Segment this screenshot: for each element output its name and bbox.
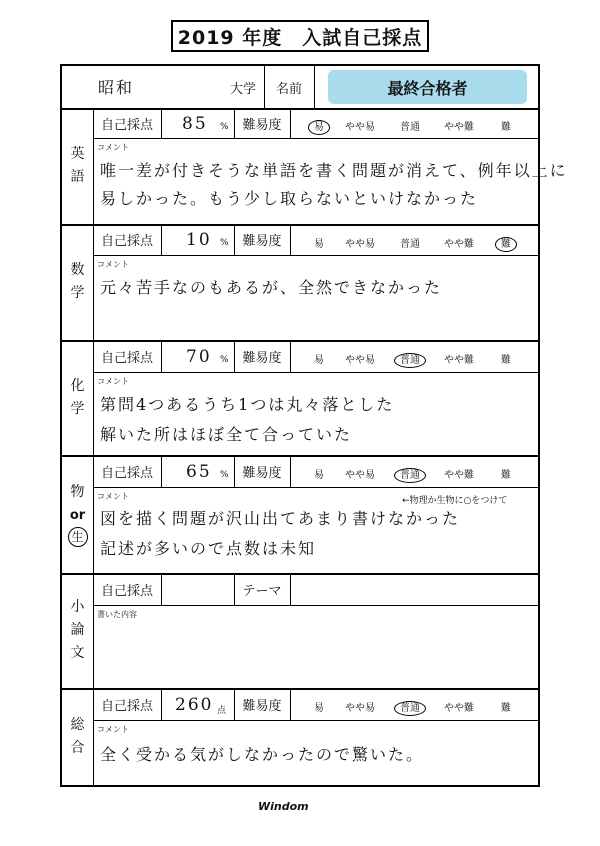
comment-label: コメント	[97, 492, 129, 501]
difficulty-label: 難易度	[242, 117, 282, 133]
chemistry-comment-line1: 第問4つあるうち1つは丸々落とした	[100, 395, 395, 414]
comment-label: コメント	[97, 260, 129, 269]
difficulty-somewhat-easy: やや易	[345, 703, 375, 714]
comment-label: コメント	[97, 377, 129, 386]
difficulty-easy: 易	[314, 703, 324, 714]
subject-or: or	[69, 508, 86, 523]
difficulty-somewhat-hard: やや難	[444, 239, 474, 250]
difficulty-label: 難易度	[242, 234, 282, 249]
difficulty-normal	[394, 466, 426, 481]
english-score: 85	[182, 114, 208, 134]
selected-difficulty: 普通	[394, 468, 426, 483]
divider	[314, 66, 315, 108]
difficulty-hard: 難	[501, 703, 511, 714]
difficulty-normal: 普通	[400, 122, 420, 133]
divider	[93, 720, 538, 721]
university-value: 昭和	[98, 78, 135, 97]
math-comment-line1: 元々苦手なのもあるが、全然できなかった	[100, 278, 443, 297]
divider	[290, 573, 291, 605]
subject-char: 学	[70, 285, 85, 301]
final-result-badge: 最終合格者	[328, 70, 527, 104]
subject-char: 総	[70, 716, 85, 733]
self-score-label: 自己採点	[100, 234, 153, 249]
subject-english	[62, 108, 93, 224]
divider	[161, 573, 162, 605]
difficulty-easy: 易	[314, 239, 324, 250]
total-comment-line1: 全く受かる気がしなかったので驚いた。	[100, 745, 425, 764]
subject-char: 化	[70, 377, 85, 394]
page-title: 2019 年度 入試自己採点	[171, 20, 429, 52]
subject-char: 数	[70, 262, 85, 278]
difficulty-somewhat-easy: やや易	[345, 355, 375, 366]
difficulty-somewhat-hard: やや難	[444, 703, 474, 714]
difficulty-label: 難易度	[242, 350, 282, 366]
self-score-label: 自己採点	[100, 117, 153, 133]
comment-label: コメント	[97, 725, 129, 734]
subject-char: 語	[70, 169, 85, 185]
science-comment-line1: 図を描く問題が沢山出てあまり書けなかった	[100, 509, 461, 528]
english-comment-line2: 易しかった。もう少し取らないといけなかった	[100, 189, 479, 208]
score-unit: %	[220, 238, 229, 248]
subject-char: 英	[70, 146, 85, 162]
science-comment-line2: 記述が多いので点数は未知	[100, 539, 317, 558]
divider	[161, 455, 162, 487]
divider	[93, 255, 538, 256]
selected-difficulty: 普通	[394, 701, 426, 716]
divider	[93, 605, 538, 606]
difficulty-hard: 難	[501, 470, 511, 481]
score-unit: %	[220, 470, 229, 480]
theme-label: テーマ	[242, 583, 282, 599]
difficulty-easy: 易	[314, 355, 324, 366]
subject-char-circled: 生	[68, 527, 88, 547]
divider	[93, 372, 538, 373]
math-score: 10	[186, 230, 212, 250]
chemistry-comment-line2: 解いた所はほぼ全て合っていた	[100, 425, 353, 444]
subject-char: 文	[70, 645, 85, 661]
selected-difficulty: 易	[308, 120, 330, 135]
divider	[161, 108, 162, 138]
score-unit: %	[220, 122, 229, 132]
comment-label: コメント	[97, 143, 129, 152]
subject-char: 学	[70, 400, 85, 417]
score-unit: %	[220, 355, 229, 365]
difficulty-hard	[495, 235, 517, 250]
self-score-label: 自己採点	[100, 698, 153, 714]
difficulty-hard: 難	[501, 355, 511, 366]
divider	[93, 138, 538, 139]
subject-physics-or-biology	[62, 455, 93, 573]
english-comment-line1: 唯一差が付きそうな単語を書く問題が消えて、例年以上に	[100, 161, 568, 180]
university-label: 大学	[229, 81, 256, 97]
divider	[93, 487, 538, 488]
subject-char: 合	[70, 739, 85, 756]
difficulty-somewhat-hard: やや難	[444, 470, 474, 481]
difficulty-normal	[394, 351, 426, 366]
science-score: 65	[186, 462, 212, 482]
subject-char: 小	[70, 599, 85, 615]
difficulty-easy	[308, 118, 330, 133]
divider	[161, 224, 162, 255]
divider	[161, 688, 162, 720]
subject-column-divider	[93, 108, 94, 785]
difficulty-somewhat-hard: やや難	[444, 122, 474, 133]
total-score: 260	[175, 695, 214, 715]
difficulty-label: 難易度	[242, 698, 282, 714]
subject-chemistry	[62, 340, 93, 455]
divider	[290, 108, 291, 138]
difficulty-somewhat-easy: やや易	[345, 122, 375, 133]
divider	[290, 688, 291, 720]
subject-total	[62, 688, 93, 785]
name-label: 名前	[275, 81, 302, 97]
subject-char: 物	[70, 484, 85, 500]
divider	[290, 455, 291, 487]
score-unit: 点	[217, 706, 227, 716]
chemistry-score: 70	[186, 347, 212, 367]
subject-char: 論	[70, 622, 85, 638]
difficulty-somewhat-easy: やや易	[345, 470, 375, 481]
subject-essay	[62, 573, 93, 688]
difficulty-normal: 普通	[400, 239, 420, 250]
divider	[161, 340, 162, 372]
difficulty-somewhat-hard: やや難	[444, 355, 474, 366]
selected-difficulty: 普通	[394, 353, 426, 368]
score-form	[60, 64, 568, 787]
self-score-label: 自己採点	[100, 350, 153, 366]
divider	[290, 224, 291, 255]
difficulty-hard: 難	[501, 122, 511, 133]
difficulty-normal	[394, 699, 426, 714]
self-score-label: 自己採点	[100, 583, 153, 599]
difficulty-label: 難易度	[242, 465, 282, 481]
difficulty-easy: 易	[314, 470, 324, 481]
divider	[290, 340, 291, 372]
difficulty-somewhat-easy: やや易	[345, 239, 375, 250]
written-content-label: 書いた内容	[97, 610, 137, 619]
footer-brand: Windom	[258, 800, 309, 813]
self-score-label: 自己採点	[100, 465, 153, 481]
subject-choice-note: ←物理か生物に○をつけて	[402, 496, 508, 506]
subject-math	[62, 224, 93, 340]
selected-difficulty: 難	[495, 237, 517, 252]
